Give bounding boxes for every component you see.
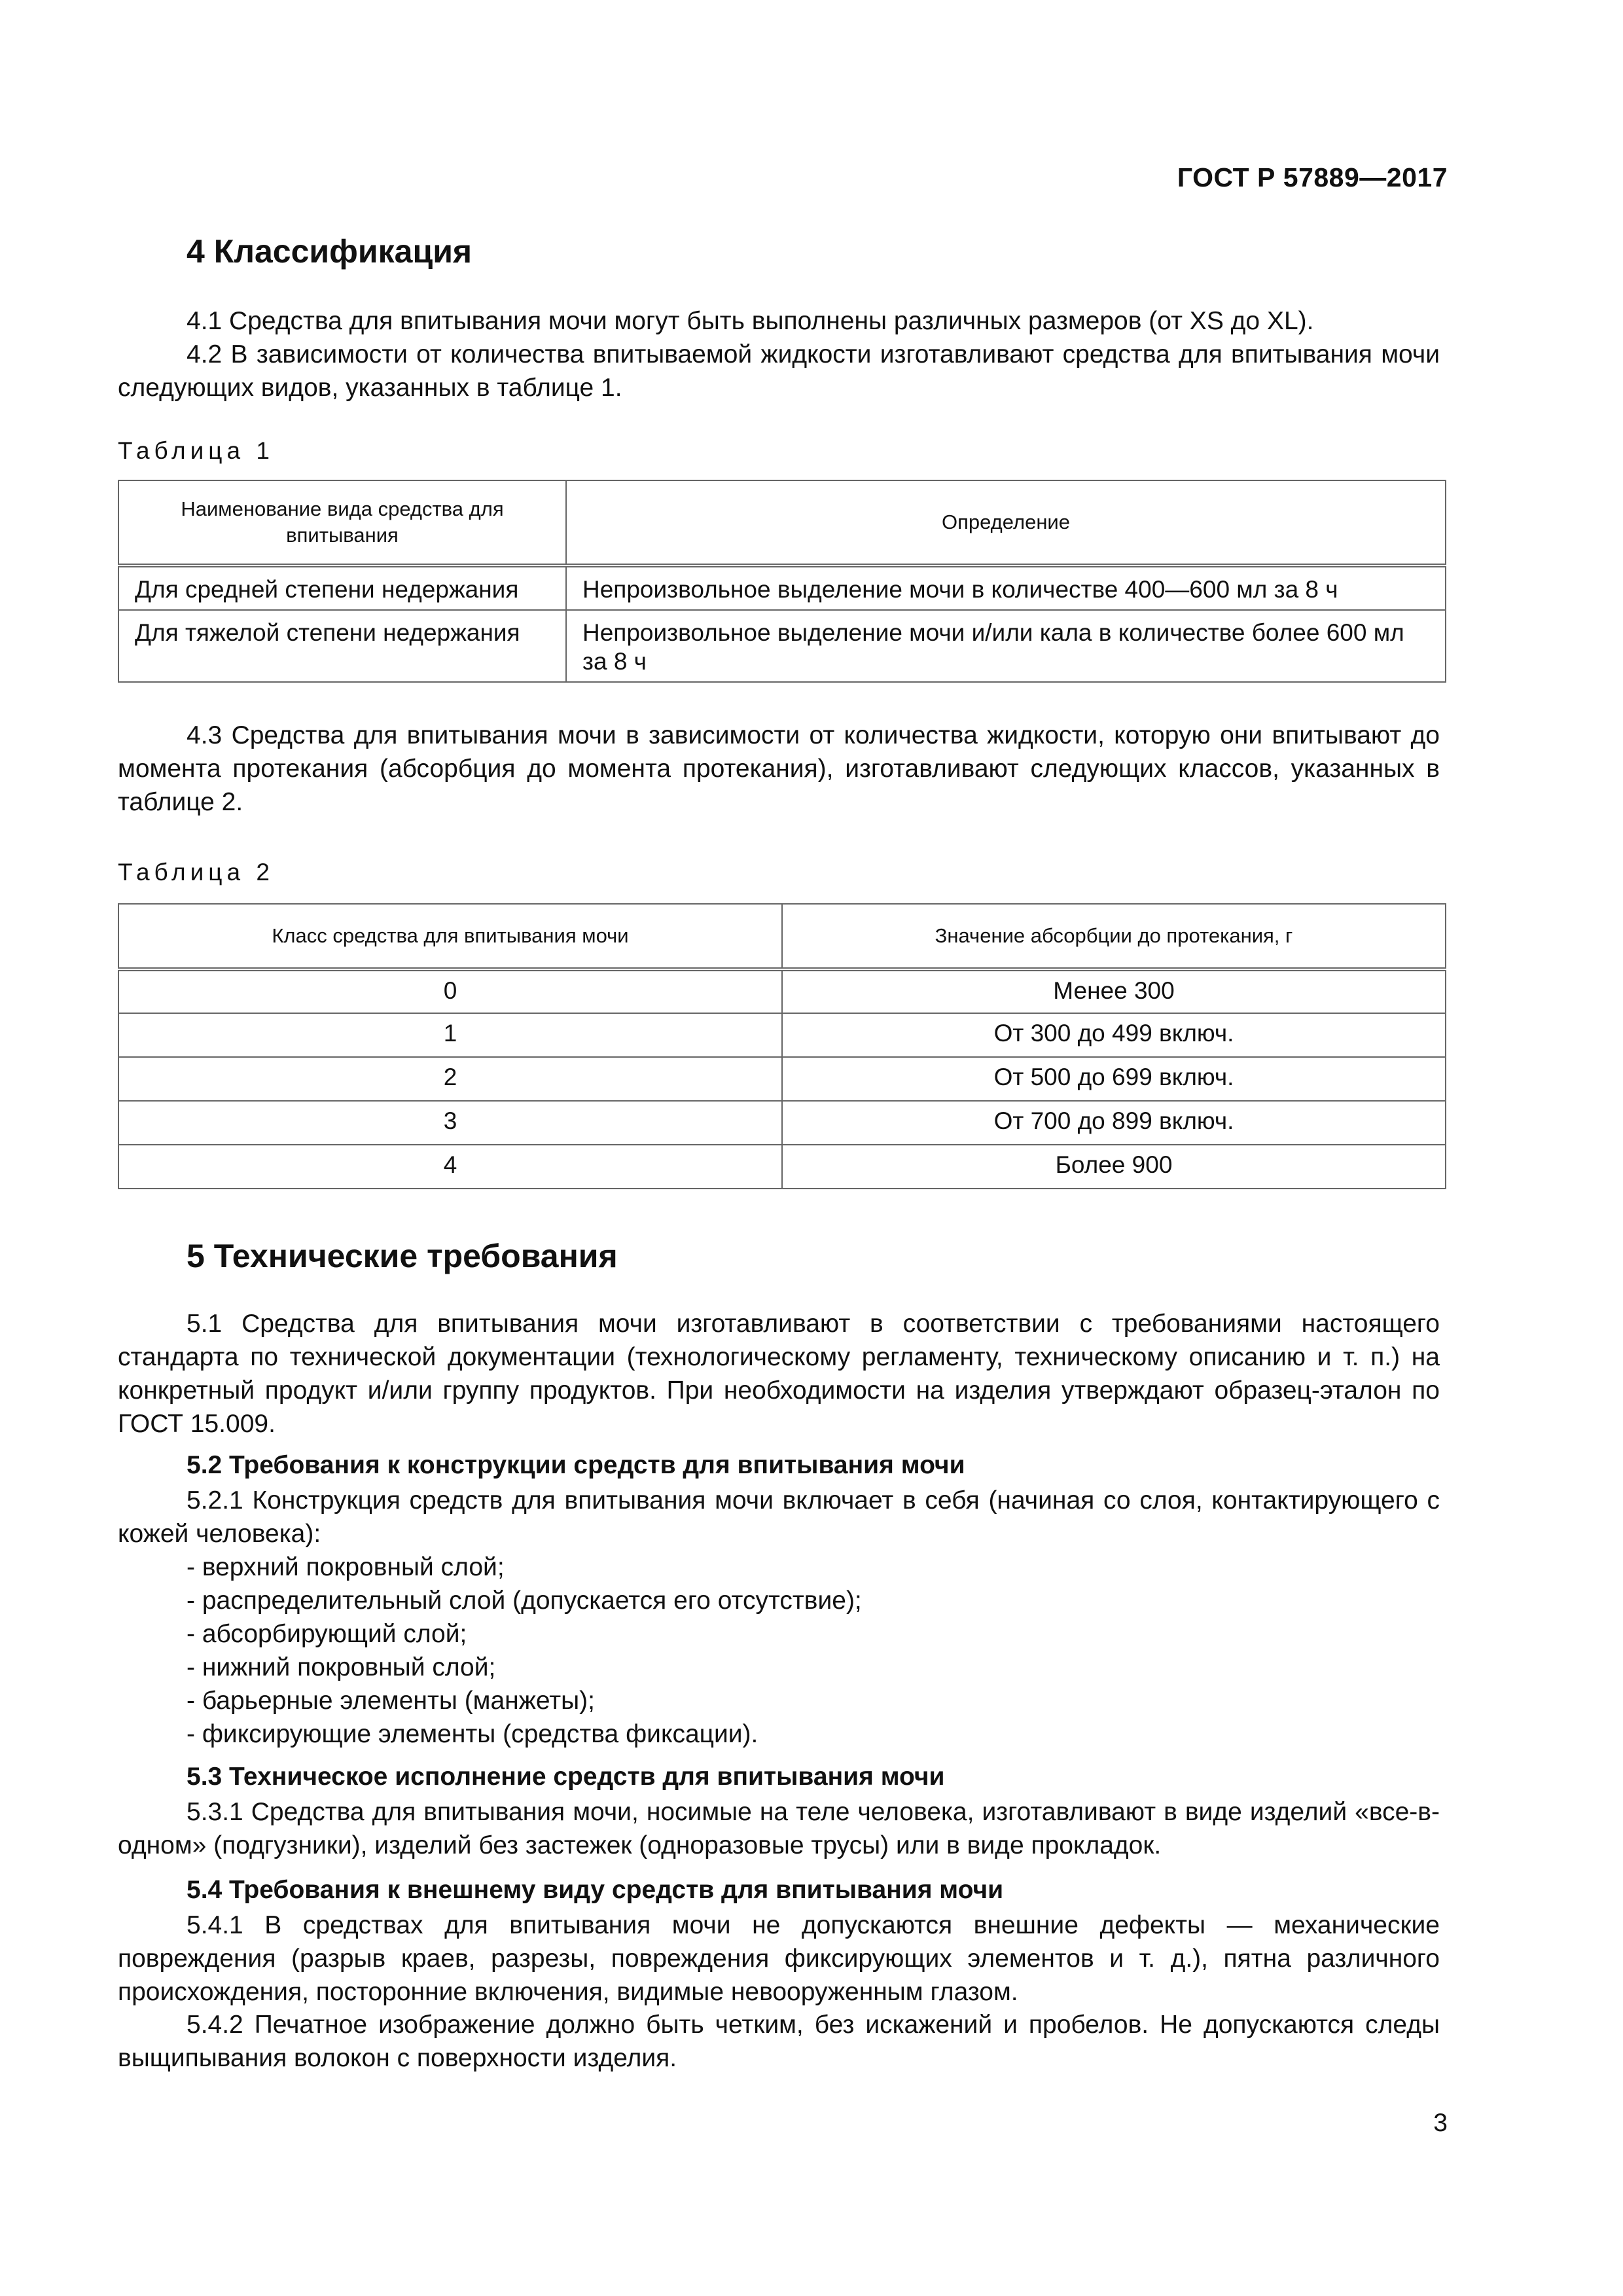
- section-4-title: 4 Классификация: [187, 233, 473, 270]
- table-row: [118, 610, 1446, 682]
- page-number: 3: [1433, 2109, 1448, 2137]
- list-item: - верхний покровный слой;: [187, 1553, 505, 1581]
- table-cell: Более 900: [782, 1145, 1446, 1189]
- table-2-caption: Таблица 2: [118, 859, 274, 886]
- table-row: [118, 969, 1446, 1013]
- table-row: [118, 565, 1446, 610]
- layers-list: [187, 1551, 862, 1751]
- paragraph-4-3: 4.3 Средства для впитывания мочи в зависимости от количества жидкости, которую они впитывают до момента протекания (абсорбция до момента протекания), изготавливают следующих классов, указанных в таблице 2.: [118, 721, 1440, 816]
- list-item: - абсорбирующий слой;: [187, 1620, 467, 1648]
- table-cell: Непроизвольное выделение мочи в количестве 400—600 мл за 8 ч: [566, 565, 1446, 610]
- list-item: - барьерные элементы (манжеты);: [187, 1687, 595, 1715]
- paragraph-5-3-1: 5.3.1 Средства для впитывания мочи, носимые на теле человека, изготавливают в виде изделий «все-в-одном» (подгузники), изделий без застежек (одноразовые трусы) или в виде прокладок.: [118, 1798, 1440, 1859]
- paragraph-5-1: 5.1 Средства для впитывания мочи изготавливают в соответствии с требованиями настоящего стандарта по технической документации (технологическому регламенту, техническому описанию и т. п.) на конкретный продукт и/или группу продуктов. При необходимости на изделия утверждают образец-эталон по ГОСТ 15.009.: [118, 1310, 1440, 1438]
- paragraph-4-2: 4.2 В зависимости от количества впитываемой жидкости изготавливают средства для впитывания мочи следующих видов, указанных в таблице 1.: [118, 340, 1440, 402]
- list-item: - нижний покровный слой;: [187, 1653, 496, 1681]
- list-item: - фиксирующие элементы (средства фиксации).: [187, 1720, 758, 1748]
- document-code: ГОСТ Р 57889—2017: [1177, 162, 1448, 192]
- table-row: [118, 1145, 1446, 1189]
- table-2-header-absorption: Значение абсорбции до протекания, г: [782, 904, 1446, 969]
- heading-5-3: 5.3 Техническое исполнение средств для впитывания мочи: [187, 1763, 945, 1791]
- table-1: [118, 480, 1446, 683]
- heading-5-4: 5.4 Требования к внешнему виду средств для впитывания мочи: [187, 1876, 1004, 1904]
- table-2-header-class: Класс средства для впитывания мочи: [118, 904, 782, 969]
- table-row: [118, 1101, 1446, 1145]
- table-1-caption: Таблица 1: [118, 437, 274, 464]
- table-cell: Менее 300: [782, 969, 1446, 1013]
- table-1-header-definition: Определение: [566, 480, 1446, 565]
- heading-5-2: 5.2 Требования к конструкции средств для впитывания мочи: [187, 1451, 965, 1479]
- table-cell: 2: [118, 1057, 782, 1101]
- table-cell: Для средней степени недержания: [118, 565, 566, 610]
- table-cell: Для тяжелой степени недержания: [118, 610, 566, 682]
- table-cell: От 300 до 499 включ.: [782, 1013, 1446, 1057]
- paragraph-5-4-1: 5.4.1 В средствах для впитывания мочи не допускаются внешние дефекты — механические повреждения (разрыв краев, разрезы, повреждения фиксирующих элементов и т. д.), пятна различного происхождения, посторонние включения, видимые невооруженным глазом.: [118, 1911, 1440, 2006]
- table-cell: 3: [118, 1101, 782, 1145]
- section-5-title: 5 Технические требования: [187, 1238, 618, 1274]
- table-row: [118, 1013, 1446, 1057]
- paragraph-5-2-1: 5.2.1 Конструкция средств для впитывания мочи включает в себя (начиная со слоя, контактирующего с кожей человека):: [118, 1486, 1440, 1548]
- table-cell: 0: [118, 969, 782, 1013]
- table-cell: 1: [118, 1013, 782, 1057]
- table-2: [118, 903, 1446, 1189]
- table-1-header-name: Наименование вида средства для впитывания: [118, 480, 566, 565]
- table-row: [118, 1057, 1446, 1101]
- table-cell: От 700 до 899 включ.: [782, 1101, 1446, 1145]
- paragraph-5-4-2: 5.4.2 Печатное изображение должно быть четким, без искажений и пробелов. Не допускаются следы выщипывания волокон с поверхности изделия.: [118, 2011, 1440, 2072]
- list-item: - распределительный слой (допускается его отсутствие);: [187, 1587, 862, 1615]
- table-cell: От 500 до 699 включ.: [782, 1057, 1446, 1101]
- table-cell: 4: [118, 1145, 782, 1189]
- table-cell: Непроизвольное выделение мочи и/или кала в количестве более 600 мл за 8 ч: [566, 610, 1446, 682]
- paragraph-4-1: 4.1 Средства для впитывания мочи могут быть выполнены различных размеров (от XS до XL).: [187, 307, 1314, 335]
